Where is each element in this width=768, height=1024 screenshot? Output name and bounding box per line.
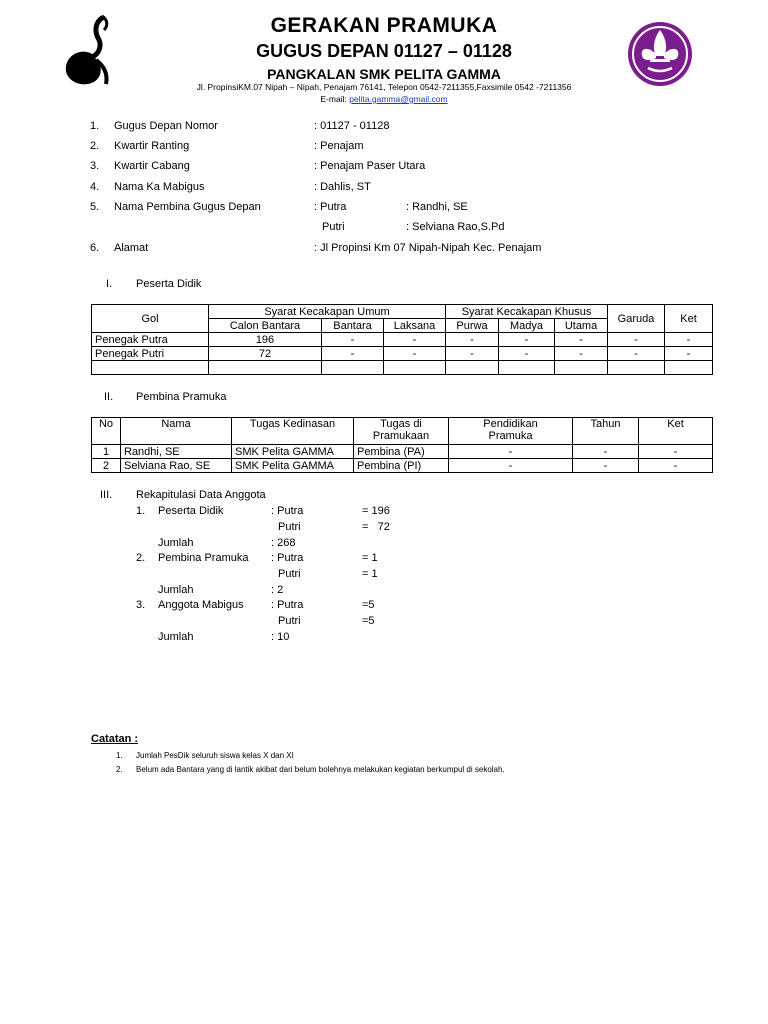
subheader-cell: Purwa — [446, 319, 499, 333]
section-number: II. — [104, 391, 114, 403]
table-cell: - — [665, 347, 713, 361]
info-num: 6. — [90, 242, 100, 254]
email-label: E-mail: — [320, 94, 350, 104]
table-cell: - — [499, 333, 555, 347]
info-label: Nama Pembina Gugus Depan — [114, 201, 261, 213]
info-value: : Putra — [314, 201, 347, 213]
table-cell: - — [665, 333, 713, 347]
rekap-putra: : Putra — [271, 552, 304, 564]
section-number: I. — [106, 278, 113, 290]
table-cell: 2 — [92, 459, 121, 473]
table-row — [92, 445, 713, 459]
header-cell: No — [92, 418, 121, 445]
header-cell: Tugas Kedinasan — [232, 418, 354, 445]
note-num: 1. — [116, 751, 123, 760]
table-row — [92, 347, 713, 361]
table-header-row — [92, 305, 713, 319]
rekap-jumlah: Jumlah — [158, 584, 194, 596]
info-label: Kwartir Ranting — [114, 140, 190, 152]
rekap-num: 3. — [136, 599, 146, 611]
note-num: 2. — [116, 765, 123, 774]
notes-title: Catatan : — [91, 733, 139, 745]
table-cell: - — [608, 333, 665, 347]
table-cell: 72 — [209, 347, 322, 361]
table-cell: SMK Pelita GAMMA — [232, 459, 354, 473]
email-link[interactable]: pelita.gamma@gmail.com — [349, 94, 448, 104]
section-title: Peserta Didik — [136, 278, 202, 290]
rekap-putri: Putri — [278, 521, 301, 533]
header-garuda: Garuda — [608, 305, 665, 333]
info-num: 3. — [90, 160, 100, 172]
info-value: : 01127 - 01128 — [314, 120, 390, 132]
rekap-putra-value: =5 — [362, 599, 375, 611]
rekap-label: Pembina Pramuka — [158, 552, 249, 564]
info-value: : Penajam Paser Utara — [314, 160, 426, 172]
info-value: Putri — [322, 221, 345, 233]
table-header-row — [92, 418, 713, 445]
address-line: Jl. PropinsiKM.07 Nipah – Nipah, Penajam 76141, Telepon 0542-7211355,Faxsimile 0542 -7211356 — [196, 82, 572, 92]
table-cell: - — [449, 459, 573, 473]
header-cell: Ket — [639, 418, 713, 445]
rekap-jumlah-value: : 2 — [271, 584, 284, 596]
table-cell: - — [608, 347, 665, 361]
table-cell: Randhi, SE — [121, 445, 232, 459]
gugus-depan-title: GUGUS DEPAN 01127 – 01128 — [256, 41, 512, 61]
table-cell: - — [573, 459, 639, 473]
table-cell: 1 — [92, 445, 121, 459]
rekap-putri-value: = 72 — [362, 521, 390, 533]
section-title: Pembina Pramuka — [136, 391, 227, 403]
table-cell: Selviana Rao, SE — [121, 459, 232, 473]
table-cell — [209, 361, 322, 375]
header-cell: Tahun — [573, 418, 639, 445]
rekap-jumlah: Jumlah — [158, 537, 194, 549]
rekap-label: Anggota Mabigus — [158, 599, 244, 611]
rekap-putra-value: = 1 — [362, 552, 378, 564]
info-num: 1. — [90, 120, 100, 132]
table-cell — [499, 361, 555, 375]
table-cell: Penegak Putri — [92, 347, 209, 361]
info-label: Nama Ka Mabigus — [114, 181, 205, 193]
table-cell: - — [322, 347, 384, 361]
header-ket: Ket — [665, 305, 713, 333]
table-cell: - — [446, 347, 499, 361]
rekap-putri-value: =5 — [362, 615, 375, 627]
table-row — [92, 459, 713, 473]
table-row — [92, 333, 713, 347]
header-syarat-umum: Syarat Kecakapan Umum — [209, 305, 446, 319]
table-cell: - — [384, 333, 446, 347]
table-row — [92, 361, 713, 375]
table-cell: - — [499, 347, 555, 361]
peserta-didik-table — [91, 304, 713, 375]
rekap-putri-value: = 1 — [362, 568, 378, 580]
subheader-cell: Utama — [555, 319, 608, 333]
subheader-cell: Madya — [499, 319, 555, 333]
table-cell — [92, 361, 209, 375]
header-cell: Nama — [121, 418, 232, 445]
table-cell: - — [555, 347, 608, 361]
table-cell: Pembina (PA) — [354, 445, 449, 459]
table-cell — [608, 361, 665, 375]
subheader-cell: Bantara — [322, 319, 384, 333]
table-cell: - — [555, 333, 608, 347]
table-cell: - — [449, 445, 573, 459]
table-cell: - — [573, 445, 639, 459]
header-gol: Gol — [92, 305, 209, 333]
table-cell: - — [446, 333, 499, 347]
rekap-num: 1. — [136, 505, 146, 517]
note-text: Jumlah PesDik seluruh siswa kelas X dan XI — [136, 751, 294, 760]
table-cell: - — [322, 333, 384, 347]
rekap-putra: : Putra — [271, 505, 304, 517]
info-num: 5. — [90, 201, 100, 213]
header-cell: Pendidikan Pramuka — [449, 418, 573, 445]
table-cell: - — [384, 347, 446, 361]
info-label: Gugus Depan Nomor — [114, 120, 218, 132]
rekap-jumlah-value: : 10 — [271, 631, 290, 643]
table-cell: - — [639, 459, 713, 473]
table-cell — [446, 361, 499, 375]
rekap-putri: Putri — [278, 568, 301, 580]
header-syarat-khusus: Syarat Kecakapan Khusus — [446, 305, 608, 319]
header-cell: Tugas di Pramukaan — [354, 418, 449, 445]
info-label: Alamat — [114, 242, 149, 254]
info-sub-value: : Selviana Rao,S.Pd — [406, 221, 505, 233]
table-cell: Penegak Putra — [92, 333, 209, 347]
table-cell — [665, 361, 713, 375]
rekap-jumlah: Jumlah — [158, 631, 194, 643]
table-cell — [322, 361, 384, 375]
section-number: III. — [100, 489, 113, 501]
info-value: : Penajam — [314, 140, 364, 152]
note-text: Belum ada Bantara yang di lantik akibat dari belum bolehnya melakukan kegiatan berkumpul di sekolah. — [136, 765, 505, 774]
table-cell — [555, 361, 608, 375]
subheader-cell: Calon Bantara — [209, 319, 322, 333]
info-num: 4. — [90, 181, 100, 193]
rekap-putri: Putri — [278, 615, 301, 627]
org-title: GERAKAN PRAMUKA — [270, 14, 498, 37]
info-sub-value: : Randhi, SE — [406, 201, 468, 213]
table-cell — [384, 361, 446, 375]
subheader-cell: Laksana — [384, 319, 446, 333]
info-label: Kwartir Cabang — [114, 160, 190, 172]
section-title: Rekapitulasi Data Anggota — [136, 489, 266, 501]
table-cell: Pembina (PI) — [354, 459, 449, 473]
email-line — [0, 94, 768, 104]
pembina-pramuka-table — [91, 417, 713, 473]
pangkalan-title: PANGKALAN SMK PELITA GAMMA — [267, 66, 501, 82]
table-cell: - — [639, 445, 713, 459]
rekap-putra-value: = 196 — [362, 505, 390, 517]
rekap-label: Peserta Didik — [158, 505, 224, 517]
rekap-num: 2. — [136, 552, 146, 564]
rekap-jumlah-value: : 268 — [271, 537, 296, 549]
rekap-putra: : Putra — [271, 599, 304, 611]
info-num: 2. — [90, 140, 100, 152]
table-cell: 196 — [209, 333, 322, 347]
info-value: : Jl Propinsi Km 07 Nipah-Nipah Kec. Penajam — [314, 242, 542, 254]
table-cell: SMK Pelita GAMMA — [232, 445, 354, 459]
info-value: : Dahlis, ST — [314, 181, 371, 193]
